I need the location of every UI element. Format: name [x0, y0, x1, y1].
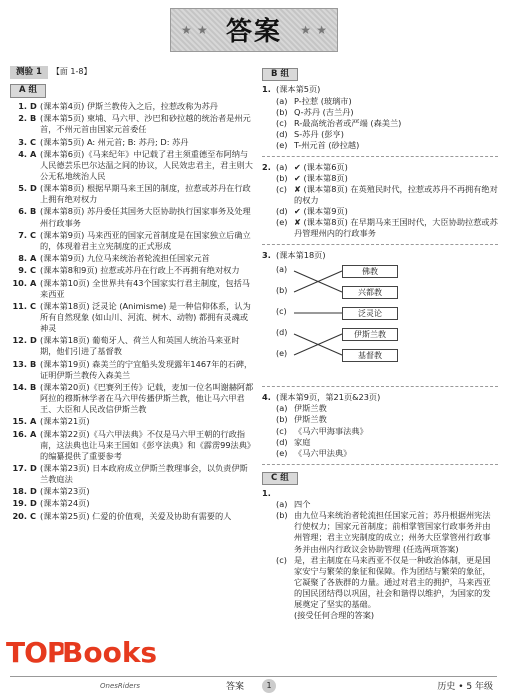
sub-answer	[276, 217, 498, 239]
question-number: 3.	[262, 250, 271, 261]
answer-explanation: (课本第5页) A: 州元首; B: 苏丹; D: 苏丹	[40, 136, 189, 147]
answer-number: 8.	[18, 253, 27, 264]
divider	[262, 386, 498, 387]
test-heading	[10, 66, 254, 79]
sub-answer	[276, 184, 498, 206]
answer-explanation: (课本第8页) 苏丹委任其国务大臣协助执行国家事务及处理州行政事务	[40, 206, 251, 228]
sub-answer	[276, 140, 498, 151]
answer-explanation: (课本第24页)	[40, 498, 90, 509]
answer-letter: A	[30, 253, 37, 264]
sub-text: P-拉惹 (玻璃市)	[294, 95, 352, 106]
match-label: (a)	[276, 265, 288, 275]
footer-title: 答案	[226, 682, 245, 692]
answer-explanation: (课本第20页)《巴赛列王传》记载，麦加一位名叫谢赫阿都阿拉的穆斯林学者在马六甲传播伊斯兰教，他让马六甲君王、大臣和人民改信伊斯兰教	[40, 381, 254, 414]
answer-row	[10, 429, 254, 462]
sub-label: (c)	[276, 183, 287, 194]
sub-text: 由九位马来统治者轮流担任国家元首；苏丹根据州宪法行使权力；国家元首制度；前相掌管国家行政事务并由州管理；君主立宪制度的成立；州务大臣掌管州行政事务并由州内行政议会协助管理 (任选两项答案)	[294, 510, 491, 554]
sub-answer	[276, 173, 498, 184]
match-label: (c)	[276, 307, 287, 317]
match-label: (e)	[276, 349, 288, 359]
sub-text: ✘ (课本第8页) 在英殖民时代，拉惹或苏丹不再拥有绝对的权力	[294, 183, 498, 206]
match-box: 佛教	[342, 265, 398, 278]
divider	[262, 156, 498, 157]
answer-number: 19.	[12, 498, 27, 509]
test-page-ref: 【面 1-8】	[51, 67, 92, 77]
sub-label: (e)	[276, 139, 288, 150]
answer-row	[10, 335, 254, 357]
match-label: (d)	[276, 328, 288, 338]
sub-answer	[276, 499, 498, 510]
sub-answer	[276, 107, 498, 118]
sub-text: T-州元首 (砂拉越)	[294, 139, 360, 150]
answer-number: 10.	[12, 277, 27, 288]
question-number: 1.	[262, 488, 271, 499]
star-icon: ★	[181, 23, 192, 37]
title-banner	[170, 8, 338, 52]
answer-row	[10, 416, 254, 427]
answer-number: 11.	[12, 300, 27, 311]
logo-books-text: Books	[62, 636, 158, 669]
sub-label: (d)	[276, 206, 288, 217]
group-a-label: A 组	[10, 84, 46, 97]
answer-number: 18.	[12, 486, 27, 497]
match-box: 基督教	[342, 349, 398, 362]
answer-number: 20.	[12, 510, 27, 521]
b-question-3	[262, 250, 498, 381]
answer-letter: A	[30, 428, 37, 439]
answer-row	[10, 253, 254, 264]
answer-row	[10, 301, 254, 334]
answer-number: 5.	[18, 183, 27, 194]
sub-text: 《马六甲海事法典》	[294, 425, 368, 436]
answer-explanation: (课本第23页)	[40, 486, 90, 497]
answer-explanation: (课本第23页) 日本政府成立伊斯兰教理事会，以负责伊斯兰教庭法	[40, 462, 248, 484]
sub-label: (c)	[276, 117, 287, 128]
answer-number: 15.	[12, 416, 27, 427]
sub-text: 伊斯兰教	[294, 414, 327, 425]
sub-answer	[276, 403, 498, 414]
star-icon: ★	[316, 23, 327, 37]
answer-row	[10, 511, 254, 522]
answer-number: 9.	[18, 265, 27, 276]
subject-label: 历史 • 5 年级	[437, 682, 493, 692]
sub-label: (d)	[276, 128, 288, 139]
sub-label: (b)	[276, 106, 288, 117]
sub-text: 家庭	[294, 436, 311, 447]
answer-letter: B	[30, 358, 37, 369]
sub-answer	[276, 610, 498, 621]
question-number: 1.	[262, 84, 271, 95]
sub-answer	[276, 206, 498, 217]
answer-letter: D	[30, 498, 37, 509]
sub-text: S-苏丹 (彭亨)	[294, 128, 344, 139]
match-box: 泛灵论	[342, 307, 398, 320]
sub-text: 是，君主制度在马来西亚不仅是一种政治体制，更是国家安宁与繁荣的象征和保障。作为团结与繁荣的象征，它凝聚了各族群的力量。通过对君主的拥护，马来西亚的国民团结得以巩固，社会和谐得以维护，为国家的发展奠定了坚实的基础。	[294, 554, 491, 609]
answer-row	[10, 382, 254, 415]
answer-number: 4.	[18, 148, 27, 159]
sub-answer	[262, 161, 498, 173]
answer-number: 3.	[18, 136, 27, 147]
test-tag: 测验 1	[10, 66, 48, 79]
matching-diagram	[276, 263, 436, 381]
left-column	[10, 66, 254, 666]
sub-answer	[276, 448, 498, 459]
answer-row	[10, 149, 254, 182]
answer-number: 12.	[12, 335, 27, 346]
publisher-brand: OnesRiders	[100, 682, 140, 690]
answer-row	[10, 230, 254, 252]
answer-row	[10, 498, 254, 509]
star-icon: ★	[197, 23, 208, 37]
question-number: 4.	[262, 392, 271, 403]
footer-rule	[10, 676, 497, 677]
sub-text: Q-苏丹 (吉兰丹)	[294, 106, 354, 117]
answer-row	[10, 101, 254, 112]
page-number: 1	[262, 679, 276, 693]
sub-text: 四个	[294, 499, 311, 510]
answer-number: 17.	[12, 462, 27, 473]
answer-explanation: (课本第5页) 柬埔、马六甲、沙巴和砂拉越的统治者是州元首，不州元首由国家元首委任	[40, 113, 251, 135]
answer-row	[10, 463, 254, 485]
sub-label: (b)	[276, 414, 288, 425]
sub-text: ✘ (课本第8页) 在早期马来王国时代，大臣协助拉惹或苏丹管理州内的行政事务	[294, 217, 498, 239]
match-box: 兴都教	[342, 286, 398, 299]
sub-label	[276, 610, 294, 621]
answer-row	[10, 359, 254, 381]
answer-number: 1.	[18, 100, 27, 111]
sub-label: (e)	[276, 447, 288, 458]
answer-letter: C	[30, 136, 37, 147]
answer-explanation: (课本第6页)《马来纪年》中记载了君主须重德至布阿纳与人民德芸乐巴尔达温之间的协议，人民效忠君主，君主则大公无私地统治人民	[40, 148, 253, 181]
answer-letter: A	[30, 148, 37, 159]
sub-answer	[276, 510, 498, 554]
answer-row	[10, 137, 254, 148]
answer-letter: A	[30, 277, 37, 288]
answer-row	[10, 113, 254, 135]
sub-label: (e)	[276, 217, 288, 228]
sub-label: (a)	[276, 403, 288, 414]
group-b-label: B 组	[262, 68, 298, 81]
answer-number: 14.	[12, 381, 27, 392]
sub-answer	[276, 426, 498, 437]
sub-label: (a)	[276, 95, 288, 106]
answer-letter: B	[30, 381, 37, 392]
answer-letter: B	[30, 206, 37, 217]
page-header	[0, 0, 507, 62]
b-question-4	[262, 392, 498, 458]
sub-text: 《马六甲法典》	[294, 447, 352, 458]
answer-letter: D	[30, 486, 37, 497]
answer-explanation: (课本第10页) 全世界共有43个国家实行君主制度，包括马来西亚	[40, 277, 250, 299]
answer-explanation: (课本第9页) 九位马来统治者轮流担任国家元首	[40, 253, 210, 264]
sub-text: ✔ (课本第8页)	[294, 172, 348, 183]
answer-explanation: (课本第21页)	[40, 416, 90, 427]
question-number: 2.	[262, 161, 271, 172]
right-column	[262, 66, 498, 666]
answer-number: 13.	[12, 358, 27, 369]
answer-letter: C	[30, 229, 37, 240]
answer-explanation: (课本第8和9页) 拉惹或苏丹在行政上不再拥有绝对权力	[40, 265, 240, 276]
logo-top-text: TOP	[6, 636, 67, 669]
answer-explanation: (课本第9页) 马来西亚的国家元首制度是在国家独立后确立的，体现着君主立宪制度的正式形成	[40, 229, 251, 251]
match-label: (b)	[276, 286, 288, 296]
sub-label: (b)	[276, 172, 288, 183]
answer-letter: D	[30, 462, 37, 473]
answer-letter: C	[30, 265, 37, 276]
answer-letter: C	[30, 300, 37, 311]
question-ref: (课本第18页)	[276, 250, 326, 261]
matching-lines	[276, 263, 436, 381]
question-ref: (课本第9页，第21页&23页)	[276, 392, 381, 403]
answer-letter: B	[30, 113, 37, 124]
answer-letter: D	[30, 335, 37, 346]
sub-label: (c)	[276, 425, 287, 436]
sub-text: ✔ (课本第6页)	[294, 161, 348, 172]
answer-explanation: (课本第22页)《马六甲法典》不仅是马六甲王朝的行政指南，这法典也让马来王国如《彭亨法典》和《霹雳99法典》的编纂提供了重要参考	[40, 428, 252, 461]
b-question-1	[262, 84, 498, 150]
sub-answer	[276, 118, 498, 129]
answer-explanation: (课本第8页) 根据早期马来王国的制度，拉惹或苏丹在行政上拥有绝对权力	[40, 183, 251, 205]
sub-answer	[276, 96, 498, 107]
sub-text: ✔ (课本第9页)	[294, 206, 348, 217]
answer-explanation: (课本第18页) 葡萄牙人、荷兰人和英国人统治马来亚时期，他们引进了基督教	[40, 335, 240, 357]
answer-row	[10, 278, 254, 300]
page-title: 答案	[225, 17, 282, 47]
answer-explanation: (课本第25页) 仁爱的价值观，关爱及协助有需要的人	[40, 510, 232, 521]
divider	[262, 464, 498, 465]
sub-label: (d)	[276, 436, 288, 447]
answer-letter: D	[30, 183, 37, 194]
sub-label: (a)	[276, 499, 288, 510]
answer-row	[10, 206, 254, 228]
answer-explanation: (课本第18页) 泛灵论 (Animisme) 是一种信仰体系，认为所有自然现象 (如山川、河流、树木、动物) 都拥有灵魂或神灵	[40, 300, 251, 333]
sub-answer	[276, 129, 498, 140]
sub-answer	[276, 555, 498, 610]
sub-label: (b)	[276, 510, 288, 521]
sub-answer	[276, 437, 498, 448]
match-box: 伊斯兰教	[342, 328, 398, 341]
sub-answer	[276, 414, 498, 425]
answer-row	[10, 183, 254, 205]
star-icon: ★	[300, 23, 311, 37]
answer-row	[10, 265, 254, 276]
b-question-2	[262, 162, 498, 239]
answer-letter: D	[30, 100, 37, 111]
divider	[262, 244, 498, 245]
sub-label: (c)	[276, 554, 287, 565]
question-ref: (课本第5页)	[276, 84, 321, 95]
sub-text: R-最高统治者或严端 (森美兰)	[294, 117, 402, 128]
sub-text: 伊斯兰教	[294, 403, 327, 414]
sub-label: (a)	[276, 161, 288, 172]
c-question-1	[262, 488, 498, 621]
answer-number: 2.	[18, 113, 27, 124]
answer-number: 16.	[12, 428, 27, 439]
answer-letter: C	[30, 510, 37, 521]
answer-explanation: (课本第4页) 伊斯兰教传入之后，拉惹改称为苏丹	[40, 100, 218, 111]
answer-letter: A	[30, 416, 37, 427]
answer-row	[10, 486, 254, 497]
group-a-answers	[10, 101, 254, 522]
answer-number: 6.	[18, 206, 27, 217]
group-c-label: C 组	[262, 472, 298, 485]
sub-text: (接受任何合理的答案)	[294, 609, 375, 620]
answer-number: 7.	[18, 229, 27, 240]
answer-explanation: (课本第19页) 森美兰的宁宜船头发现露年1467年的石碑，证明伊斯兰教传入森美兰	[40, 358, 253, 380]
page-footer	[0, 676, 507, 700]
